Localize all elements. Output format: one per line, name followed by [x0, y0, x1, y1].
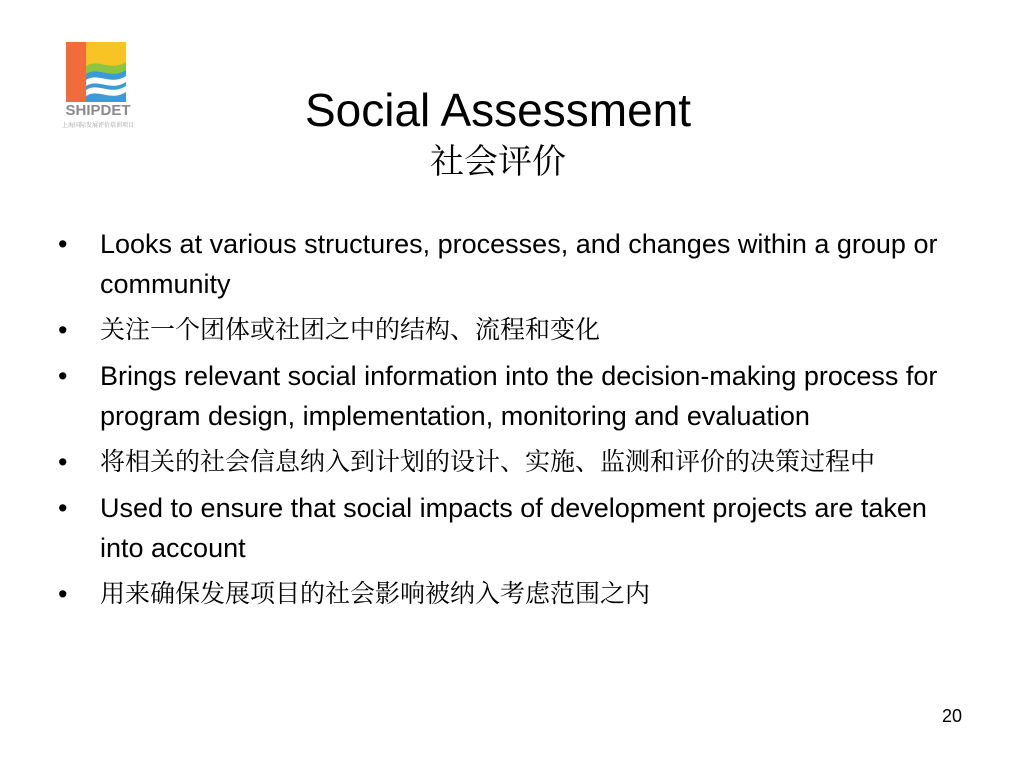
bullet-item	[58, 574, 958, 614]
bullet-icon: •	[58, 229, 68, 259]
logo-wordmark: SHIPDET	[65, 102, 131, 119]
bullet-icon: •	[58, 493, 68, 523]
slide-subtitle: 社会评价	[430, 142, 566, 182]
slide-title: Social Assessment	[304, 84, 692, 136]
bullet-text: 用来确保发展项目的社会影响被纳入考虑范围之内	[100, 579, 651, 608]
bullet-text: 关注一个团体或社团之中的结构、流程和变化	[100, 315, 601, 344]
bullet-text: Brings relevant social information into the decision-making process for program design, implementation, monitoring and evaluation	[100, 361, 938, 431]
bullet-item	[58, 488, 958, 568]
bullet-icon: •	[58, 315, 68, 345]
bullet-item	[58, 310, 958, 350]
bullet-icon: •	[58, 361, 68, 391]
bullet-text: Used to ensure that social impacts of development projects are taken into account	[100, 493, 927, 563]
bullet-icon: •	[58, 579, 68, 609]
bullet-list	[58, 224, 958, 620]
page-number: 20	[941, 706, 962, 726]
logo-subtext: 上海国际发展评价培训项目	[61, 122, 134, 129]
bullet-item	[58, 224, 958, 304]
bullet-text: 将相关的社会信息纳入到计划的设计、实施、监测和评价的决策过程中	[100, 447, 876, 476]
bullet-icon: •	[58, 447, 68, 477]
bullet-text: Looks at various structures, processes, and changes within a group or community	[100, 229, 938, 299]
bullet-item	[58, 442, 958, 482]
bullet-item	[58, 356, 958, 436]
